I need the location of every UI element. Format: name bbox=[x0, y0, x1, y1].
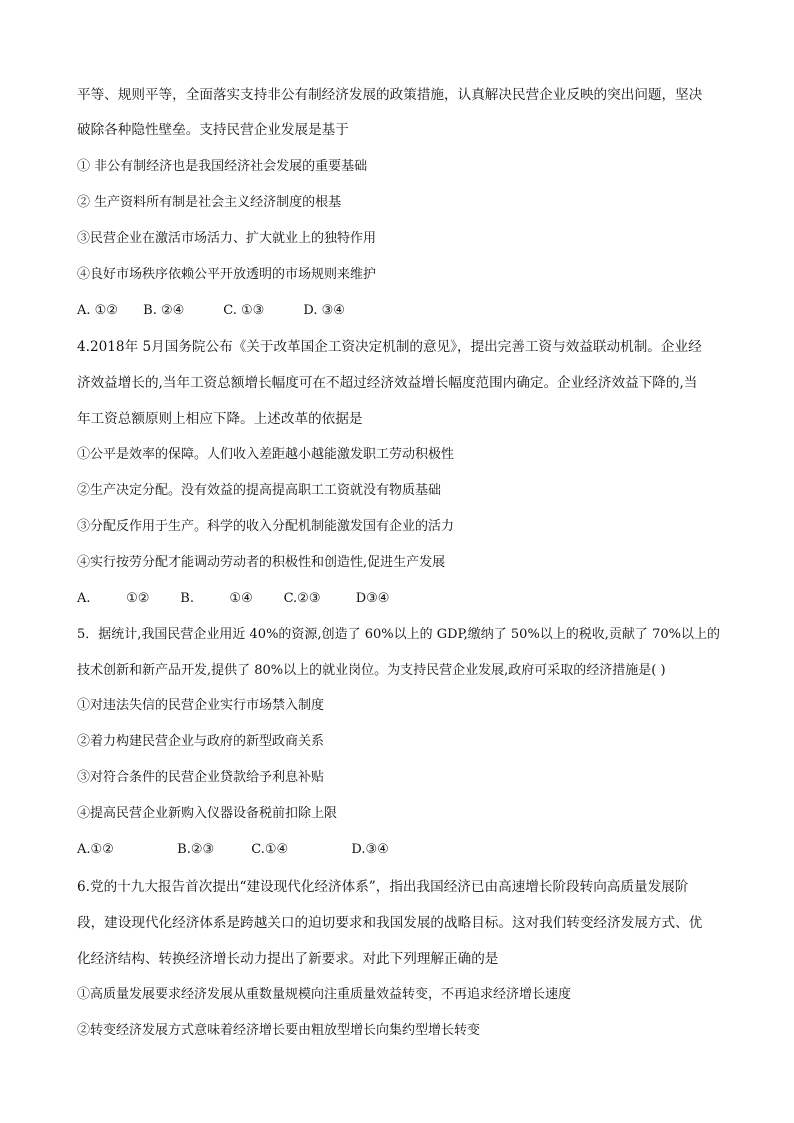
q4-choice-c: C.②③ bbox=[283, 591, 321, 606]
q5-choice-a: A.①② bbox=[77, 842, 114, 857]
q4-option-3: ③分配反作用于生产。科学的收入分配机制能激发国有企业的活力 bbox=[77, 519, 455, 534]
q4-option-2: ②生产决定分配。没有效益的提高提高职工工资就没有物质基础 bbox=[77, 483, 442, 498]
q3-choices bbox=[77, 302, 727, 320]
q4-stem-line-1: 4.2018年 5月国务院公布《关于改革国企工资决定机制的意见》，提出完善工资与效益联动机制。企业经 bbox=[77, 339, 702, 355]
q6-stem-line-2: 段，建设现代化经济体系是跨越关口的迫切要求和我国发展的战略目标。这对我们转变经济发展方式、优 bbox=[77, 915, 703, 931]
q4-option-1: ①公平是效率的保障。人们收入差距越小越能激发职工劳动积极性 bbox=[77, 447, 455, 462]
q4-option-4: ④实行按劳分配才能调动劳动者的积极性和创造性,促进生产发展 bbox=[77, 555, 446, 570]
q5-choices bbox=[77, 841, 727, 859]
q4-choice-d: D③④ bbox=[355, 591, 390, 606]
q3-option-4: ④良好市场秩序依赖公平开放透明的市场规则来维护 bbox=[77, 267, 377, 282]
q4-choice-a-value: ①② bbox=[126, 591, 150, 606]
q3-choice-c: C. ①③ bbox=[223, 303, 265, 318]
q5-choice-c: C.①④ bbox=[251, 842, 289, 857]
q5-choice-b: B.②③ bbox=[177, 842, 215, 857]
q3-option-1: ① 非公有制经济也是我国经济社会发展的重要基础 bbox=[77, 159, 368, 174]
q5-option-1: ①对违法失信的民营企业实行市场禁入制度 bbox=[77, 698, 325, 713]
q5-option-3: ③对符合条件的民营企业贷款给予利息补贴 bbox=[77, 770, 325, 785]
q3-stem-line-1: 平等、规则平等，全面落实支持非公有制经济发展的政策措施，认真解决民营企业反映的突出问题，坚决 bbox=[77, 87, 703, 103]
q3-choice-a: A. ①② bbox=[77, 303, 118, 318]
q4-choice-b-value: ①④ bbox=[229, 591, 253, 606]
q6-stem-line-3: 化经济结构、转换经济增长动力提出了新要求。对此下列理解正确的是 bbox=[77, 951, 499, 967]
q4-stem-line-2: 济效益增长的,当年工资总额增长幅度可在不超过经济效益增长幅度范围内确定。企业经济效益下降的,当 bbox=[77, 375, 698, 391]
q3-option-3: ③民营企业在激活市场活力、扩大就业上的独特作用 bbox=[77, 231, 377, 246]
q3-option-2: ② 生产资料所有制是社会主义经济制度的根基 bbox=[77, 195, 342, 210]
q5-choice-d: D.③④ bbox=[351, 842, 389, 857]
q5-option-2: ②着力构建民营企业与政府的新型政商关系 bbox=[77, 734, 325, 749]
q5-stem-line-1: 5．据统计,我国民营企业用近 40%的资源,创造了 60%以上的 GDP,缴纳了 50%以上的税收,贡献了 70%以上的 bbox=[77, 627, 720, 642]
q6-option-2: ②转变经济发展方式意味着经济增长要由粗放型增长向集约型增长转变 bbox=[77, 1023, 481, 1038]
q4-stem-line-3: 年工资总额原则上相应下降。上述改革的依据是 bbox=[77, 411, 363, 427]
q5-option-4: ④提高民营企业新购入仪器设备税前扣除上限 bbox=[77, 806, 338, 821]
q6-stem-line-1: 6.党的十九大报告首次提出“建设现代化经济体系”，指出我国经济已由高速增长阶段转向高质量发展阶 bbox=[77, 879, 689, 895]
q4-choice-b-letter: B. bbox=[180, 591, 194, 606]
q3-stem-line-2: 破除各种隐性壁垒。支持民营企业发展是基于 bbox=[77, 122, 349, 138]
q3-choice-d: D. ③④ bbox=[303, 303, 345, 318]
q5-stem-line-2: 技术创新和新产品开发,提供了 80%以上的就业岗位。为支持民营企业发展,政府可采取的经济措施是( ) bbox=[77, 663, 666, 678]
q3-choice-b: B. ②④ bbox=[143, 303, 185, 318]
q6-option-1: ①高质量发展要求经济发展从重数量规模向注重质量效益转变，不再追求经济增长速度 bbox=[77, 987, 572, 1002]
q4-choices bbox=[77, 590, 727, 608]
q4-choice-a-letter: A. bbox=[77, 591, 91, 606]
